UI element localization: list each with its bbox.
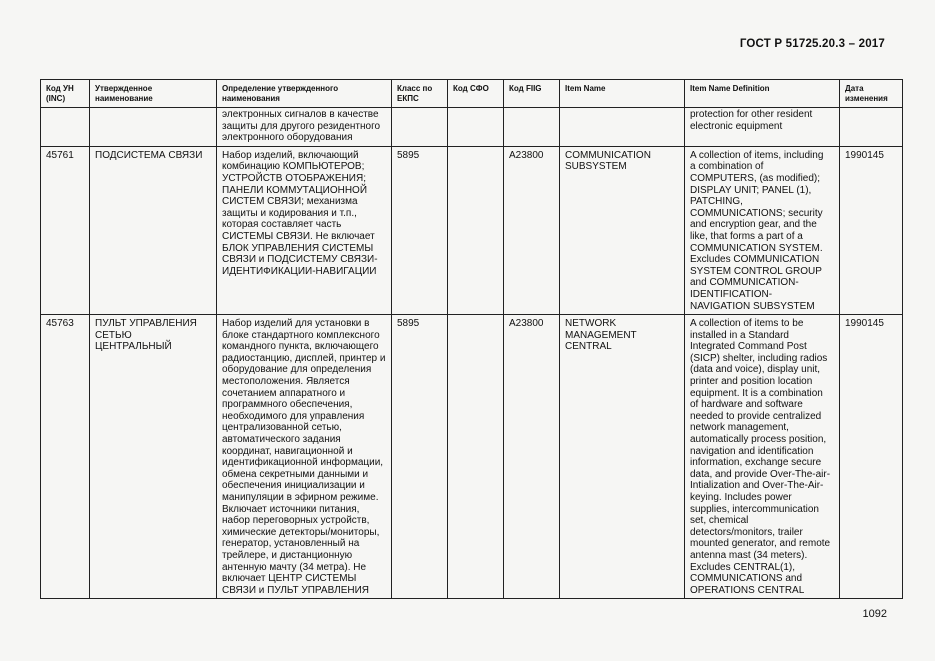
cell-definition: электронных сигналов в качестве защиты для другого резидентного электронного оборудования xyxy=(217,108,392,147)
cell-code xyxy=(41,108,90,147)
cell-sfo xyxy=(448,315,504,599)
cell-item-name-definition: A collection of items to be installed in a Standard Integrated Command Post (SICP) shelter, including radios (data and voice), display unit, printer and position location equipment. It is a combination of hardware and software needed to provide centralized network management, automatically process position, navigation and identification information, exchange secure data, and provide Over-The-air- Intialization and Over-The-Air- keying. Includes power supplies, intercommunication set, chemical detectors/monitors, trailer mounted generator, and remote antenna mast (34 meters). Excludes CENTRAL(1), COMMUNICATIONS and OPERATIONS CENTRAL xyxy=(685,315,840,599)
cell-class: 5895 xyxy=(392,315,448,599)
cell-sfo xyxy=(448,108,504,147)
cell-change-date: 1990145 xyxy=(840,146,903,314)
col-header-code: Код УН (INC) xyxy=(41,80,90,108)
cell-fiig: A23800 xyxy=(504,146,560,314)
table-row xyxy=(41,315,903,599)
table-row xyxy=(41,146,903,314)
col-header-sfo: Код СФО xyxy=(448,80,504,108)
cell-approved-name: ПУЛЬТ УПРАВЛЕНИЯ СЕТЬЮ ЦЕНТРАЛЬНЫЙ xyxy=(90,315,217,599)
cell-approved-name: ПОДСИСТЕМА СВЯЗИ xyxy=(90,146,217,314)
cell-class xyxy=(392,108,448,147)
cell-item-name xyxy=(560,108,685,147)
cell-code: 45761 xyxy=(41,146,90,314)
cell-item-name-definition: A collection of items, including a combination of COMPUTERS, (as modified); DISPLAY UNIT; PANEL (1), PATCHING, COMMUNICATIONS; security and encryption gear, and the like, that forms a part of a COMMUNICATION SYSTEM. Excludes COMMUNICATION SYSTEM CONTROL GROUP and COMMUNICATION- IDENTIFICATION- NAVIGATION SUBSYSTEM xyxy=(685,146,840,314)
col-header-definition: Определение утвержденного наименования xyxy=(217,80,392,108)
col-header-fiig: Код FIIG xyxy=(504,80,560,108)
cell-approved-name xyxy=(90,108,217,147)
cell-fiig xyxy=(504,108,560,147)
cell-definition: Набор изделий для установки в блоке стандартного комплексного командного пункта, включающего радиостанцию, дисплей, принтер и оборудование для определения местоположения. Является сочетанием аппаратного и программного обеспечения, необходимого для управления централизованной сетью, автоматического задания координат, навигационной и идентификационной информации, обмена секретными данными и обеспечения инициализации и манипуляции в эфирном режиме. Включает источники питания, набор переговорных устройств, химические детекторы/мониторы, генератор, установленный на трейлере, и дистанционную антенную мачту (34 метра). Не включает ЦЕНТР СИСТЕМЫ СВЯЗИ и ПУЛЬТ УПРАВЛЕНИЯ xyxy=(217,315,392,599)
table-header-row xyxy=(41,80,903,108)
cell-change-date xyxy=(840,108,903,147)
cell-sfo xyxy=(448,146,504,314)
col-header-item-name-definition: Item Name Definition xyxy=(685,80,840,108)
document-standard-title: ГОСТ Р 51725.20.3 – 2017 xyxy=(739,38,885,50)
classification-table xyxy=(40,79,903,599)
cell-item-name: COMMUNICATION SUBSYSTEM xyxy=(560,146,685,314)
cell-change-date: 1990145 xyxy=(840,315,903,599)
col-header-approved-name: Утвержденное наименование xyxy=(90,80,217,108)
cell-code: 45763 xyxy=(41,315,90,599)
cell-item-name-definition: protection for other resident electronic equipment xyxy=(685,108,840,147)
col-header-class: Класс по ЕКПС xyxy=(392,80,448,108)
cell-class: 5895 xyxy=(392,146,448,314)
cell-item-name: NETWORK MANAGEMENT CENTRAL xyxy=(560,315,685,599)
col-header-item-name: Item Name xyxy=(560,80,685,108)
table-row xyxy=(41,108,903,147)
cell-definition: Набор изделий, включающий комбинацию КОМПЬЮТЕРОВ; УСТРОЙСТВ ОТОБРАЖЕНИЯ; ПАНЕЛИ КОММУТАЦИОННОЙ СИСТЕМ СВЯЗИ; механизма защиты и кодирования и т.п., которая составляет часть СИСТЕМЫ СВЯЗИ. Не включает БЛОК УПРАВЛЕНИЯ СИСТЕМЫ СВЯЗИ и ПОДСИСТЕМУ СВЯЗИ- ИДЕНТИФИКАЦИИ-НАВИГАЦИИ xyxy=(217,146,392,314)
page-number: 1092 xyxy=(862,608,887,620)
cell-fiig: A23800 xyxy=(504,315,560,599)
col-header-change-date: Дата изменения xyxy=(840,80,903,108)
